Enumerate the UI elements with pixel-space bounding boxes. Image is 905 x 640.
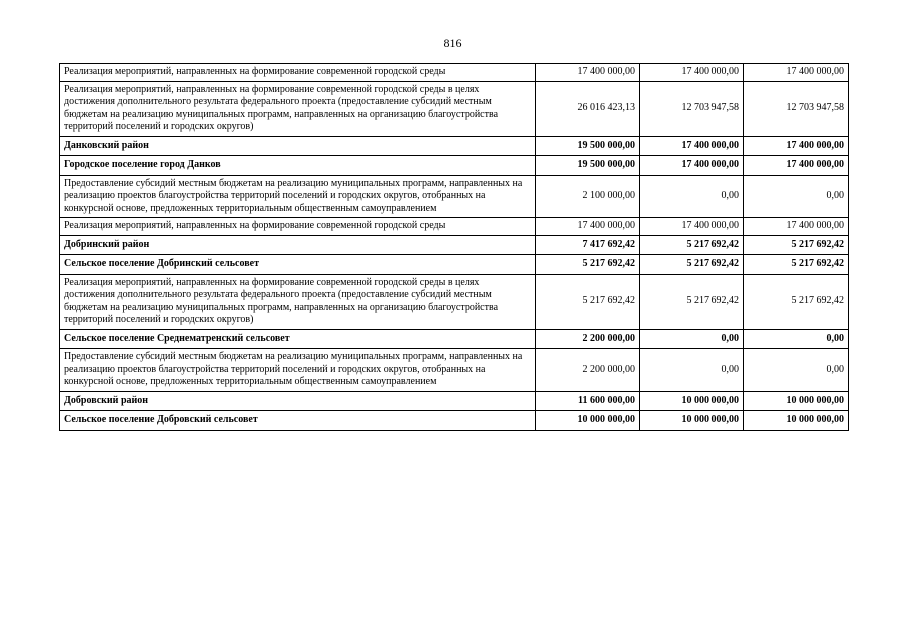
row-value-2: 0,00 xyxy=(640,175,744,218)
row-value-1: 2 200 000,00 xyxy=(536,349,640,392)
row-value-1: 17 400 000,00 xyxy=(536,64,640,82)
table-row xyxy=(60,64,849,82)
row-value-1: 5 217 692,42 xyxy=(536,274,640,329)
row-value-2: 5 217 692,42 xyxy=(640,274,744,329)
row-value-3: 5 217 692,42 xyxy=(744,274,849,329)
row-value-3: 10 000 000,00 xyxy=(744,391,849,411)
row-description: Предоставление субсидий местным бюджетам на реализацию муниципальных программ, направленных на реализацию проектов благоустройства территорий поселений и городских округов, отобранных на конкурсной основе, предложенных территориальным общественным самоуправлением xyxy=(60,349,536,392)
row-value-2: 17 400 000,00 xyxy=(640,156,744,176)
row-value-1: 2 200 000,00 xyxy=(536,329,640,349)
table-row xyxy=(60,136,849,156)
page-number: 816 xyxy=(443,36,462,50)
table-row xyxy=(60,349,849,392)
row-value-3: 17 400 000,00 xyxy=(744,156,849,176)
row-value-3: 0,00 xyxy=(744,175,849,218)
row-description: Сельское поселение Добровский сельсовет xyxy=(60,411,536,431)
row-value-1: 5 217 692,42 xyxy=(536,255,640,275)
row-value-3: 12 703 947,58 xyxy=(744,81,849,136)
row-value-2: 0,00 xyxy=(640,349,744,392)
row-value-2: 10 000 000,00 xyxy=(640,411,744,431)
row-value-1: 19 500 000,00 xyxy=(536,136,640,156)
row-value-3: 5 217 692,42 xyxy=(744,255,849,275)
row-description: Реализация мероприятий, направленных на формирование современной городской среды в целях достижения дополнительного результата федерального проекта (предоставление субсидий местным бюджетам на реализацию муниципальных программ, направленных на организацию благоустройства территорий поселений и городских округов) xyxy=(60,81,536,136)
table-row xyxy=(60,255,849,275)
row-value-1: 2 100 000,00 xyxy=(536,175,640,218)
row-value-3: 0,00 xyxy=(744,349,849,392)
row-value-1: 19 500 000,00 xyxy=(536,156,640,176)
row-description: Добровский район xyxy=(60,391,536,411)
row-description: Сельское поселение Добринский сельсовет xyxy=(60,255,536,275)
table-row xyxy=(60,274,849,329)
row-description: Реализация мероприятий, направленных на формирование современной городской среды в целях достижения дополнительного результата федерального проекта (предоставление субсидий местным бюджетам на реализацию муниципальных программ, направленных на организацию благоустройства территорий поселений и городских округов) xyxy=(60,274,536,329)
row-value-2: 0,00 xyxy=(640,329,744,349)
row-value-2: 12 703 947,58 xyxy=(640,81,744,136)
row-description: Сельское поселение Среднематренский сельсовет xyxy=(60,329,536,349)
table-row xyxy=(60,235,849,255)
row-value-3: 5 217 692,42 xyxy=(744,235,849,255)
row-value-3: 17 400 000,00 xyxy=(744,218,849,236)
table-row xyxy=(60,329,849,349)
row-value-2: 17 400 000,00 xyxy=(640,136,744,156)
row-value-3: 0,00 xyxy=(744,329,849,349)
table-body xyxy=(60,64,849,431)
row-description: Данковский район xyxy=(60,136,536,156)
row-description: Предоставление субсидий местным бюджетам на реализацию муниципальных программ, направленных на реализацию проектов благоустройства территорий поселений и городских округов, отобранных на конкурсной основе, предложенных территориальным общественным самоуправлением xyxy=(60,175,536,218)
row-value-1: 11 600 000,00 xyxy=(536,391,640,411)
row-value-2: 10 000 000,00 xyxy=(640,391,744,411)
table-row xyxy=(60,411,849,431)
table-row xyxy=(60,175,849,218)
table-row xyxy=(60,218,849,236)
row-description: Городское поселение город Данков xyxy=(60,156,536,176)
row-description: Добринский район xyxy=(60,235,536,255)
row-value-1: 17 400 000,00 xyxy=(536,218,640,236)
row-value-1: 10 000 000,00 xyxy=(536,411,640,431)
row-description: Реализация мероприятий, направленных на формирование современной городской среды xyxy=(60,218,536,236)
budget-table xyxy=(59,63,849,431)
table-row xyxy=(60,156,849,176)
row-description: Реализация мероприятий, направленных на формирование современной городской среды xyxy=(60,64,536,82)
row-value-2: 5 217 692,42 xyxy=(640,255,744,275)
row-value-1: 26 016 423,13 xyxy=(536,81,640,136)
row-value-2: 17 400 000,00 xyxy=(640,218,744,236)
row-value-2: 17 400 000,00 xyxy=(640,64,744,82)
table-row xyxy=(60,391,849,411)
row-value-1: 7 417 692,42 xyxy=(536,235,640,255)
row-value-3: 10 000 000,00 xyxy=(744,411,849,431)
row-value-3: 17 400 000,00 xyxy=(744,136,849,156)
row-value-3: 17 400 000,00 xyxy=(744,64,849,82)
row-value-2: 5 217 692,42 xyxy=(640,235,744,255)
table-row xyxy=(60,81,849,136)
